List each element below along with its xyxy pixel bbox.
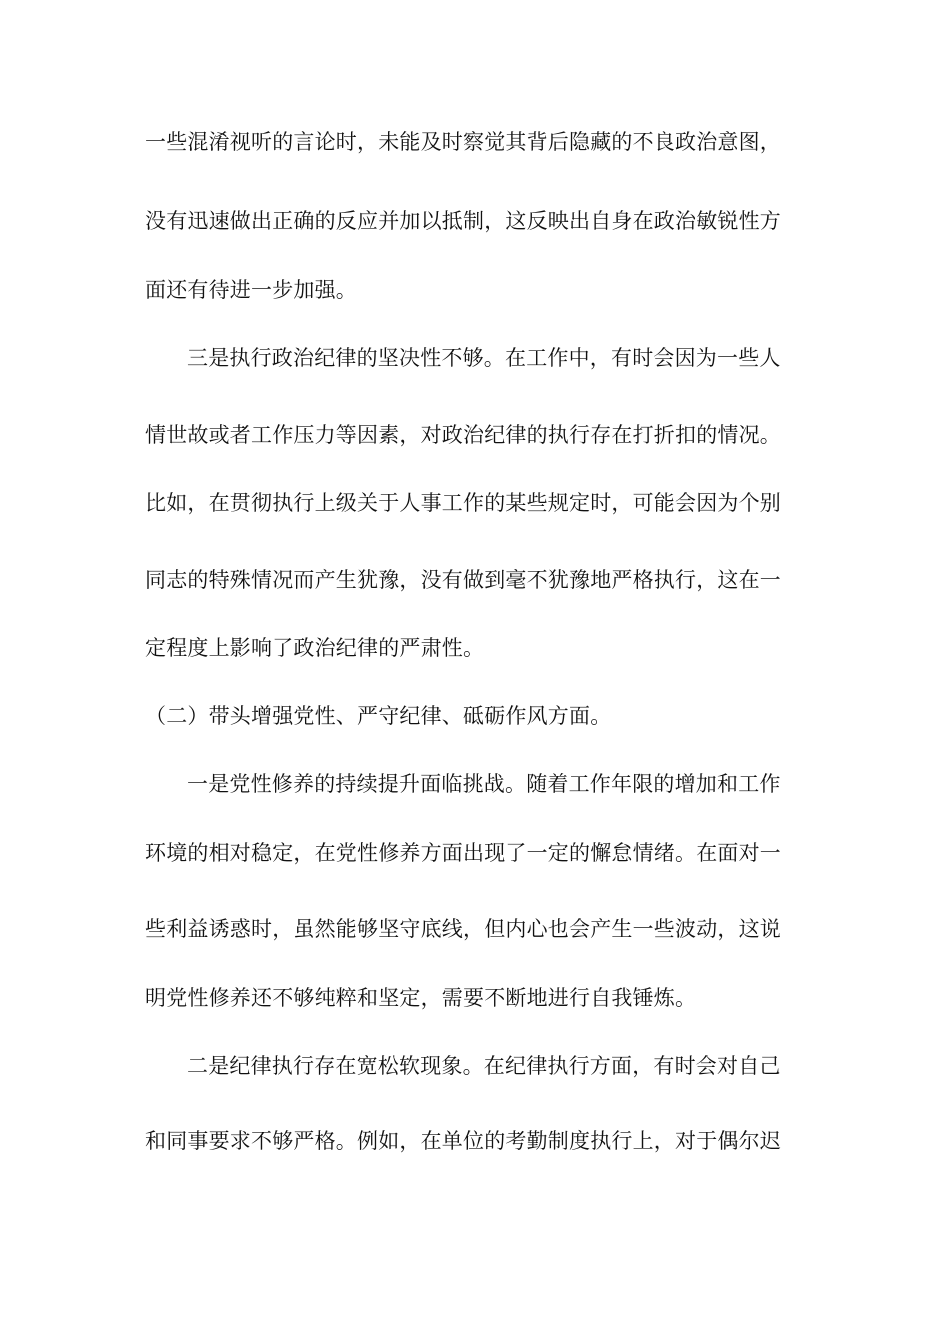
text-line: 环境的相对稳定，在党性修养方面出现了一定的懈怠情绪。在面对一 — [145, 841, 781, 865]
paragraph-start-line: 三是执行政治纪律的坚决性不够。在工作中，有时会因为一些人 — [187, 346, 781, 370]
text-line: 明党性修养还不够纯粹和坚定，需要不断地进行自我锤炼。 — [145, 986, 697, 1010]
section-heading: （二）带头增强党性、严守纪律、砥砺作风方面。 — [145, 704, 612, 728]
text-line: 情世故或者工作压力等因素，对政治纪律的执行存在打折扣的情况。 — [145, 423, 781, 447]
paragraph-start-line: 二是纪律执行存在宽松软现象。在纪律执行方面，有时会对自己 — [187, 1054, 781, 1078]
paragraph-start-line: 一是党性修养的持续提升面临挑战。随着工作年限的增加和工作 — [187, 772, 781, 796]
text-line: 面还有待进一步加强。 — [145, 278, 357, 302]
text-line: 些利益诱惑时，虽然能够坚守底线，但内心也会产生一些波动，这说 — [145, 917, 781, 941]
text-line: 比如，在贯彻执行上级关于人事工作的某些规定时，可能会因为个别 — [145, 491, 781, 515]
text-line: 没有迅速做出正确的反应并加以抵制，这反映出自身在政治敏锐性方 — [145, 209, 781, 233]
text-line: 一些混淆视听的言论时，未能及时察觉其背后隐藏的不良政治意图， — [145, 130, 781, 154]
text-line: 和同事要求不够严格。例如，在单位的考勤制度执行上，对于偶尔迟 — [145, 1129, 781, 1153]
text-line: 同志的特殊情况而产生犹豫，没有做到毫不犹豫地严格执行，这在一 — [145, 568, 781, 592]
text-line: 定程度上影响了政治纪律的严肃性。 — [145, 636, 485, 660]
